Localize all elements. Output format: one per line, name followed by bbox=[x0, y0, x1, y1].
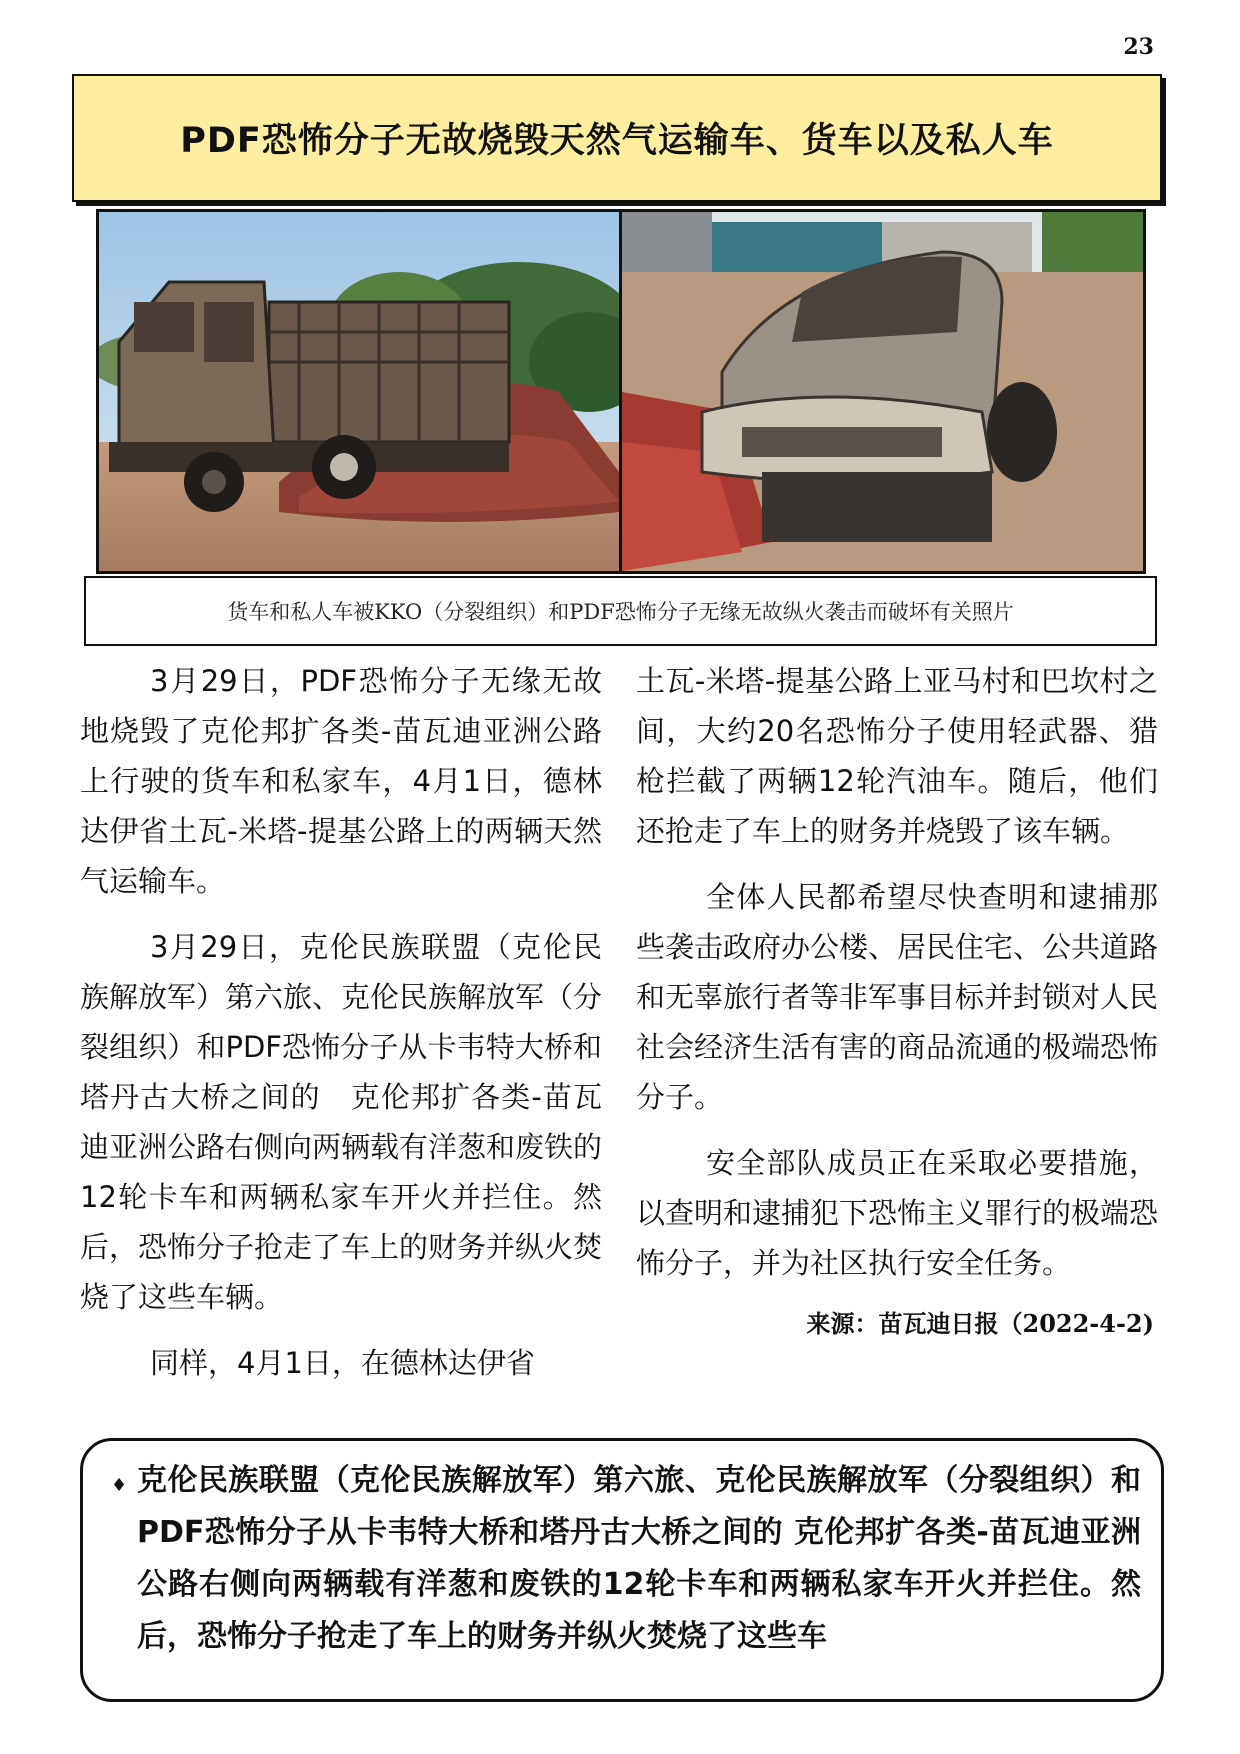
paragraph: 安全部队成员正在采取必要措施，以查明和逮捕犯下恐怖主义罪行的极端恐怖分子，并为社区执行安全任务。 bbox=[636, 1146, 1159, 1280]
title-banner bbox=[72, 74, 1162, 202]
photo-caption: 货车和私人车被KKO（分裂组织）和PDF恐怖分子无缘无故纵火袭击而破坏有关照片 bbox=[227, 600, 1014, 624]
burned-car-image bbox=[622, 212, 1143, 571]
burned-car-photo bbox=[622, 212, 1143, 571]
paragraph: 3月29日，克伦民族联盟（克伦民族解放军）第六旅、克伦民族解放军（分裂组织）和PDF恐怖分子从卡韦特大桥和塔丹古大桥之间的 克伦邦扩各类-苗瓦迪亚洲公路右侧向两辆载有洋葱和废铁的12轮卡车和两辆私家车开火并拦住。然后，恐怖分子抢走了车上的财务并纵火焚烧了这些车辆。 bbox=[80, 930, 603, 1314]
article-body bbox=[80, 656, 1158, 1416]
diamond-bullet-icon: ♦ bbox=[111, 1475, 128, 1496]
paragraph: 土瓦-米塔-提基公路上亚马村和巴坎村之间，大约20名恐怖分子使用轻武器、猎枪拦截了两辆12轮汽油车。随后，他们还抢走了车上的财务并烧毁了该车辆。 bbox=[636, 664, 1158, 848]
page-number: 23 bbox=[1123, 34, 1154, 60]
paragraph: 全体人民都希望尽快查明和逮捕那些袭击政府办公楼、居民住宅、公共道路和无辜旅行者等非军事目标并封锁对人民社会经济生活有害的商品流通的极端恐怖分子。 bbox=[636, 880, 1159, 1114]
highlight-text: 克伦民族联盟（克伦民族解放军）第六旅、克伦民族解放军（分裂组织）和PDF恐怖分子从卡韦特大桥和塔丹古大桥之间的 克伦邦扩各类-苗瓦迪亚洲公路右侧向两辆载有洋葱和废铁的12轮卡车和两辆私家车开火并拦住。然后，恐怖分子抢走了车上的财务并纵火焚烧了这些车 bbox=[137, 1463, 1141, 1654]
burned-truck-photo bbox=[99, 212, 622, 571]
photo-caption-box bbox=[84, 576, 1157, 646]
paragraph: 同样，4月1日，在德林达伊省 bbox=[150, 1346, 535, 1380]
article-source: 来源：苗瓦迪日报（2022-4-2) bbox=[806, 1309, 1154, 1338]
page-title: PDF恐怖分子无故烧毁天然气运输车、货车以及私人车 bbox=[180, 121, 1054, 161]
burned-truck-image bbox=[99, 212, 619, 571]
paragraph: 3月29日，PDF恐怖分子无缘无故地烧毁了克伦邦扩各类-苗瓦迪亚洲公路上行驶的货车和私家车，4月1日，德林达伊省土瓦-米塔-提基公路上的两辆天然气运输车。 bbox=[80, 664, 602, 898]
photo-strip bbox=[96, 209, 1146, 574]
article-right-column bbox=[636, 656, 1158, 1416]
highlight-box bbox=[80, 1438, 1164, 1702]
article-left-column bbox=[80, 656, 602, 1416]
